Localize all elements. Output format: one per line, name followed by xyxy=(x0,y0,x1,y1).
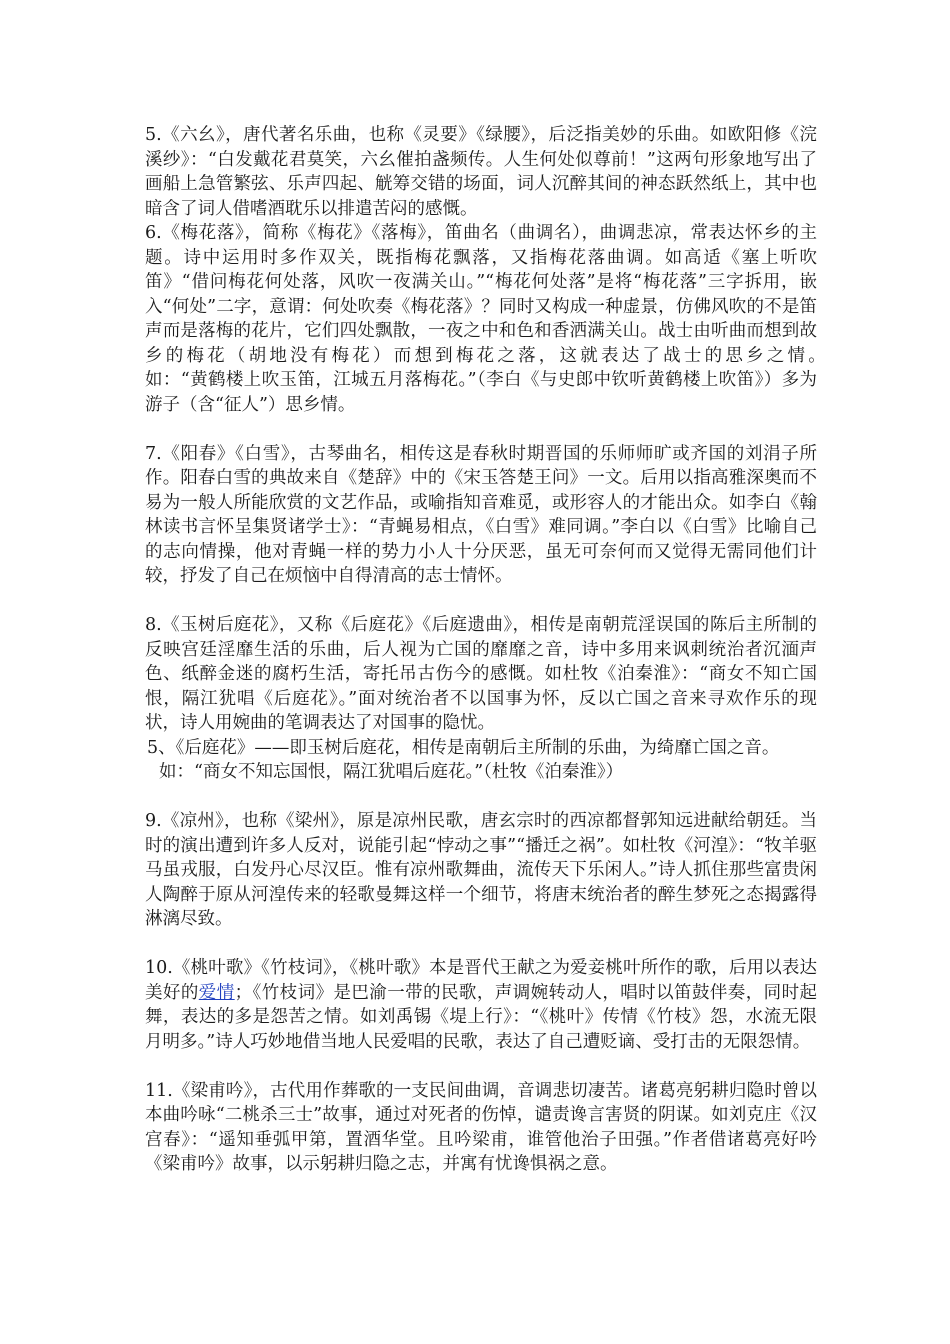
paragraph-yangchun-baixue: 7.《阳春》《白雪》，古琴曲名，相传这是春秋时期晋国的乐师师旷或齐国的刘涓子所作。阳春白雪的典故来自《楚辞》中的《宋玉答楚王问》一文。后用以指高雅深奥而不易为一般人所能欣赏的文艺作品，或喻指知音难觅，或形容人的才能出众。如李白《翰林读书言怀呈集贤诸学士》：“青蝇易相点，《白雪》难同调。”李白以《白雪》比喻自己的志向情操，他对青蝇一样的势力小人十分厌恶，虽无可奈何而又觉得无需同他们计较，抒发了自己在烦恼中自得清高的志士情怀。 xyxy=(145,443,817,586)
paragraph-meihualuo: 6.《梅花落》，简称《梅花》《落梅》，笛曲名（曲调名），曲调悲凉，常表达怀乡的主题。诗中运用时多作双关，既指梅花飘落，又指梅花落曲调。如高适《塞上听吹笛》“借问梅花何处落，风吹一夜满关山。”“梅花何处落”是将“梅花落”三字拆用，嵌入“何处”二字，意谓：何处吹奏《梅花落》？同时又构成一种虚景，仿佛风吹的不是笛声而是落梅的花片，它们四处飘散，一夜之中和色和香洒满关山。战士由听曲而想到故乡的梅花（胡地没有梅花）而想到梅花之落，这就表达了战士的思乡之情。 如：“黄鹤楼上吹玉笛，江城五月落梅花。”（李白《与史郎中钦听黄鹤楼上吹笛》）多为游子（含“征人”）思乡情。 xyxy=(145,223,870,415)
paragraph-taoyege-zhuzhici xyxy=(145,956,817,1054)
aiqing-link[interactable]: 爱情 xyxy=(198,982,235,1003)
paragraph-text: 10.《桃叶歌》《竹枝词》，《桃叶歌》本是晋代王献之为爱妾桃叶所作的歌，后用以表达美好的 xyxy=(145,958,817,1003)
paragraph-gap xyxy=(145,785,817,810)
paragraph-houtinghua-example: 如：“商女不知忘国恨，隔江犹唱后庭花。”（杜牧《泊秦淮》） xyxy=(159,762,624,782)
paragraph-liangzhou: 9.《凉州》，也称《梁州》，原是凉州民歌，唐玄宗时的西凉都督郭知远进献给朝廷。当时的演出遭到许多人反对，说能引起“悖动之事”“播迁之祸”。如杜牧《河湟》：“牧羊驱马虽戎服，白发丹心尽汉臣。惟有凉州歌舞曲，流传天下乐闲人。”诗人抓住那些富贵闲人陶醉于原从河湟传来的轻歌曼舞这样一个细节，将唐末统治者的醉生梦死之态揭露得淋漓尽致。 xyxy=(145,811,817,929)
document-page xyxy=(145,123,870,1177)
paragraph-houtinghua-note: 5、《后庭花》——即玉树后庭花，相传是南朝后主所制的乐曲，为绮靡亡国之音。 xyxy=(147,737,780,758)
paragraph-text: ；《竹枝词》是巴渝一带的民歌，声调婉转动人，唱时以笛鼓伴奏，同时起舞，表达的多是怨苦之情。如刘禹锡《堤上行》：“《桃叶》传情《竹枝》怨，水流无限月明多。”诗人巧妙地借当地人民爱唱的民歌，表达了自己遭贬谪、受打击的无限怨情。 xyxy=(145,982,818,1052)
paragraph-gap xyxy=(145,932,817,957)
paragraph-gap xyxy=(145,417,817,442)
paragraph-gap xyxy=(145,1054,817,1079)
paragraph-liuyao: 5.《六幺》，唐代著名乐曲，也称《灵要》《绿腰》，后泛指美妙的乐曲。如欧阳修《浣溪纱》：“白发戴花君莫笑，六幺催拍盏频传。人生何处似尊前！”这两句形象地写出了画船上急管繁弦、乐声四起、觥筹交错的场面，词人沉醉其间的神态跃然纸上，其中也暗含了词人借嗜酒耽乐以排遣苦闷的感慨。 xyxy=(145,125,817,219)
paragraph-yushu-houtinghua: 8.《玉树后庭花》，又称《后庭花》《后庭遗曲》，相传是南朝荒淫误国的陈后主所制的反映宫廷淫靡生活的乐曲，后人视为亡国的靡靡之音，诗中多用来讽刺统治者沉湎声色、纸醉金迷的腐朽生活，寄托吊古伤今的感慨。如杜牧《泊秦淮》：“商女不知亡国恨，隔江犹唱《后庭花》。”面对统治者不以国事为怀，反以亡国之音来寻欢作乐的现状，诗人用婉曲的笔调表达了对国事的隐忧。 xyxy=(145,615,817,733)
paragraph-liangfuyin: 11.《梁甫吟》，古代用作葬歌的一支民间曲调，音调悲切凄苦。诸葛亮躬耕归隐时曾以本曲吟咏“二桃杀三士”故事，通过对死者的伤悼，谴责谗言害贤的阴谋。如刘克庄《汉宫春》：“遥知垂弧甲第，置酒华堂。且吟梁甫，谁管他治子田强。”作者借诸葛亮好吟《梁甫吟》故事，以示躬耕归隐之志，并寓有忧谗惧祸之意。 xyxy=(145,1080,817,1174)
paragraph-gap xyxy=(145,589,817,614)
